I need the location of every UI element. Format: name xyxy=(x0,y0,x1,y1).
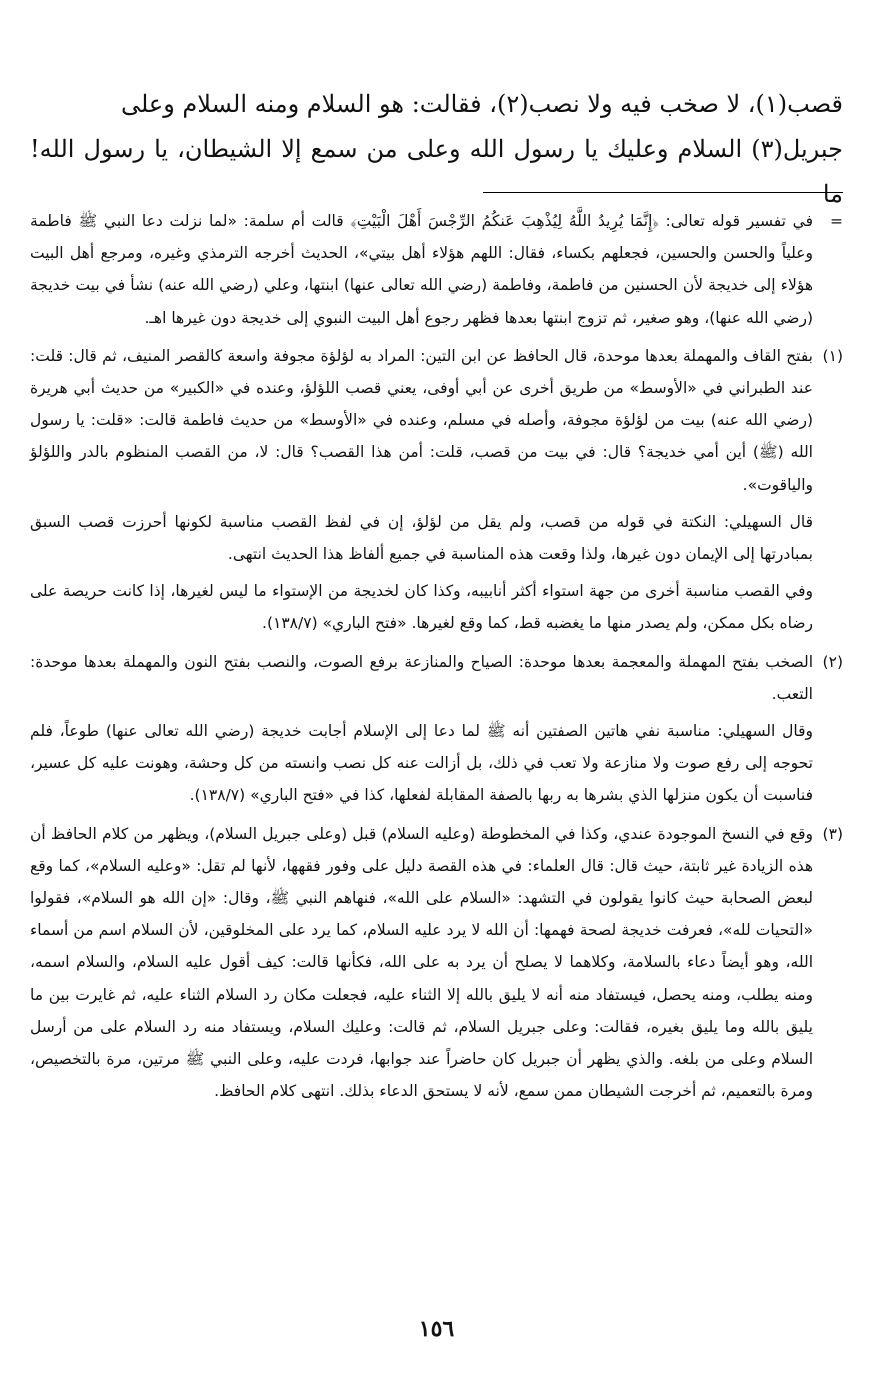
footnote-paragraph: في تفسير قوله تعالى: ﴿إِنَّمَا يُرِيدُ اللَّهُ لِيُذْهِبَ عَنكُمُ الرِّجْسَ أَهْلَ الْبَيْتِ﴾ قالت أم سلمة: «لما نزلت دعا النبي ﷺ فاطمة وعلياً والحسن والحسين، فجعلهم بكساء، فقال: اللهم هؤلاء أهل بيتي»، الحديث أخرجه الترمذي وغيره، ومرجع أهل البيت هؤلاء إلى خديجة لأن الحسنين من فاطمة، وفاطمة (رضي الله تعالى عنها) ابنتها، وعلي (رضي الله عنه) نشأ في بيت خديجة (رضي الله عنها)، وهو صغير، ثم تزوج ابنتها بعدها فظهر رجوع أهل البيت النبوي إلى خديجة دون غيرها اهـ. xyxy=(30,212,813,327)
main-text-line: جبريل(٣) السلام وعليك يا رسول الله وعلى من سمع إلا الشيطان، يا رسول الله! ما xyxy=(30,135,843,208)
footnote-paragraph: وقال السهيلي: مناسبة نفي هاتين الصفتين أنه ﷺ لما دعا إلى الإسلام أجابت خديجة (رضي الله تعالى عنها) طوعاً، فلم تحوجه إلى رفع صوت ولا منازعة ولا تعب في ذلك، بل أزالت عنه كل نصب وانسته من كل وحشة، وهونت عليه كل عسير، فناسبت أن يكون منزلها الذي بشرها به ربها بالصفة المقابلة لفعلها، كذا في «فتح الباري» (١٣٨/٧). xyxy=(30,722,813,805)
footnote-paragraph: قال السهيلي: النكتة في قوله من قصب، ولم يقل من لؤلؤ، إن في لفظ القصب مناسبة لكونها أحرزت قصب السبق بمبادرتها إلى الإيمان دون غيرها، ولذا وقعت هذه المناسبة في جميع ألفاظ هذا الحديث انتهى. xyxy=(30,512,813,564)
footnote-paragraph: وفي القصب مناسبة أخرى من جهة استواء أكثر أنابيبه، وكذا كان لخديجة من الإستواء ما ليس لغيرها، إذا كانت حريصة على رضاه بكل ممكن، ولم يصدر منها ما يغضبه قط، كما وقع لغيرها. «فتح الباري» (١٣٨/٧). xyxy=(30,582,813,633)
footnote-marker: (٣) xyxy=(822,824,843,843)
footnote-separator-rule xyxy=(483,192,843,193)
footnote-1 xyxy=(30,340,843,640)
main-text-line: قصب(١)، لا صخب فيه ولا نصب(٢)، فقالت: هو السلام ومنه السلام وعلى xyxy=(120,90,843,118)
footnote-marker: = xyxy=(830,212,843,230)
footnote-3 xyxy=(30,818,843,1108)
footnote-paragraph: الصخب بفتح المهملة والمعجمة بعدها موحدة: الصياح والمنازعة برفع الصوت، والنصب بفتح النون والمهملة بعدها موحدة: التعب. xyxy=(30,652,813,703)
main-text xyxy=(30,82,843,217)
footnote-continued xyxy=(30,205,843,334)
page-number: ١٥٦ xyxy=(418,1316,455,1342)
footnote-marker: (١) xyxy=(822,346,843,365)
footnotes xyxy=(30,205,843,1113)
footnote-paragraph: بفتح القاف والمهملة بعدها موحدة، قال الحافظ عن ابن التين: المراد به لؤلؤة مجوفة واسعة كالقصر المنيف، ثم قال: قلت: عند الطبراني في «الأوسط» من طريق أخرى عن أبي أوفى، يعني قصب اللؤلؤ، وعنده في «الكبير» من حديث أبي هريرة (رضي الله عنه) بيت من لؤلؤة مجوفة، وأصله في مسلم، وعنده في «الأوسط» من حديث فاطمة قالت: «قلت: يا رسول الله (ﷺ) أين أمي خديجة؟ قال: في بيت من قصب، قلت: أمن هذا القصب؟ قال: لا، من القصب المنظوم بالدر واللؤلؤ والياقوت». xyxy=(30,346,813,494)
footnote-paragraph: وقع في النسخ الموجودة عندي، وكذا في المخطوطة (وعليه السلام) قبل (وعلى جبريل السلام)، ويظهر من كلام الحافظ أن هذه الزيادة غير ثابتة، حيث قال: قال العلماء: في هذه القصة دليل على وفور فقهها، لأنها لم تقل: «وعليه السلام»، كما وقع لبعض الصحابة حيث كانوا يقولون في التشهد: «السلام على الله»، فنهاهم النبي ﷺ، وقال: «إن الله هو السلام»، فقولوا «التحيات لله»، فعرفت خديجة لصحة فهمها: أن الله لا يرد عليه السلام، كما يرد على المخلوقين، لأن السلام اسم من أسماء الله، وهو أيضاً دعاء بالسلامة، وكلاهما لا يصلح أن يرد به على الله، فكأنها قالت: كيف أقول عليه السلام، والسلام اسمه، ومنه يطلب، ومنه يحصل، فيستفاد منه أنه لا يليق بالله إلا الثناء عليه، فجعلت مكان رد السلام الثناء عليه، ثم غايرت بين ما يليق بالله وما يليق بغيره، فقالت: وعلى جبريل السلام، ثم قالت: وعليك السلام، ويستفاد منه رد السلام على من أرسل السلام وعلى من بلغه. والذي يظهر أن جبريل كان حاضراً عند جوابها، فردت عليه، وعلى النبي ﷺ مرتين، مرة بالتخصيص، ومرة بالتعميم، ثم أخرجت الشيطان ممن سمع، لأنه لا يستحق الدعاء بذلك. انتهى كلام الحافظ. xyxy=(30,824,813,1101)
footnote-marker: (٢) xyxy=(822,652,843,671)
footnote-2 xyxy=(30,646,843,812)
